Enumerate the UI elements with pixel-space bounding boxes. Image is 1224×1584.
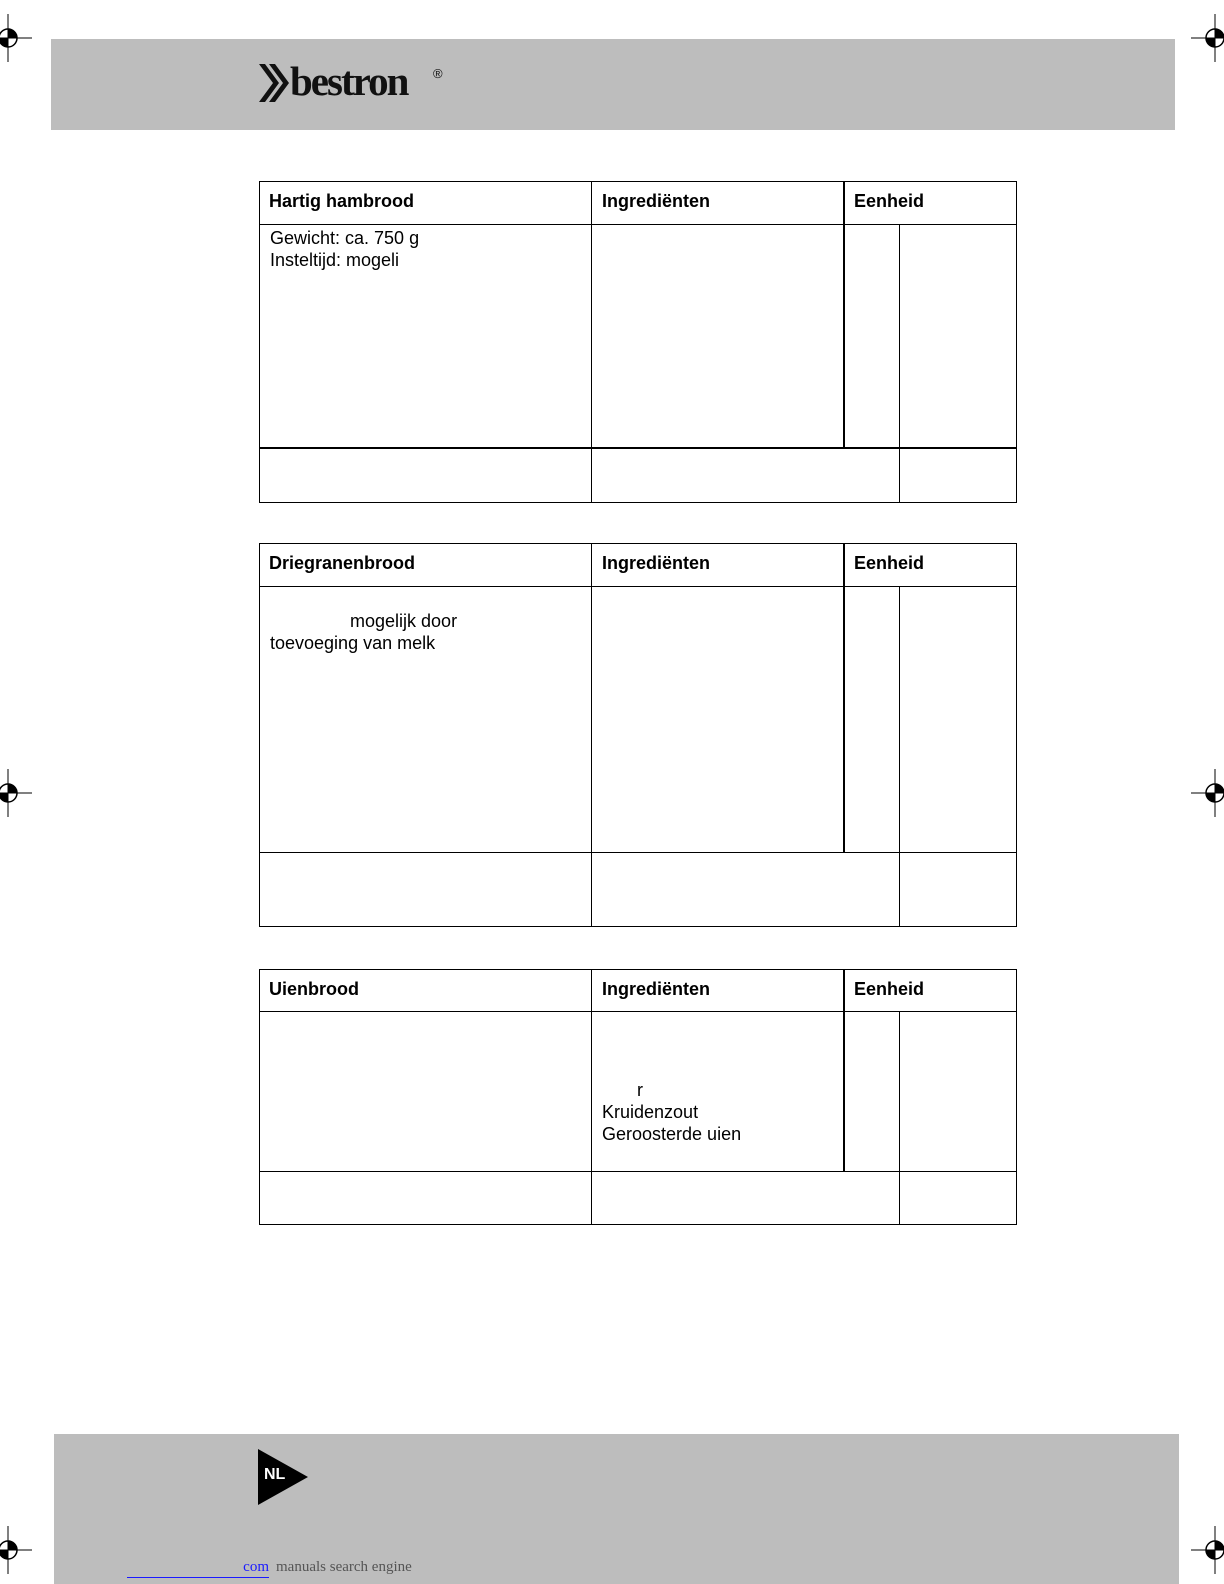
table-border xyxy=(259,543,1017,927)
recipe-info: Gewicht: ca. 750 g Insteltijd: mogeli xyxy=(270,228,420,270)
recipe-table xyxy=(259,181,1017,503)
unit-header: Eenheid xyxy=(854,979,925,999)
ingredients-list: r Kruidenzout Geroosterde uien xyxy=(602,1080,742,1144)
footer-tagline: manuals search engine xyxy=(276,1559,412,1575)
ingredients-header: Ingrediënten xyxy=(602,553,711,573)
unit-header: Eenheid xyxy=(854,553,925,573)
bestron-chevron-icon xyxy=(257,62,291,104)
language-badge: NL xyxy=(264,1466,286,1483)
recipe-title: Driegranenbrood xyxy=(269,553,416,573)
unit-header: Eenheid xyxy=(854,191,925,211)
registration-mark-icon xyxy=(0,1526,32,1574)
ingredients-header: Ingrediënten xyxy=(602,191,711,211)
ingredients-header: Ingrediënten xyxy=(602,979,711,999)
recipe-title: Hartig hambrood xyxy=(269,191,415,211)
recipe-table xyxy=(259,969,1017,1225)
recipe-info: mogelijk door toevoeging van melk xyxy=(270,611,458,653)
registration-mark-icon xyxy=(1191,1526,1224,1574)
header-band xyxy=(51,39,1175,130)
registration-mark-icon xyxy=(0,769,32,817)
recipe-table xyxy=(259,543,1017,927)
registration-mark-icon xyxy=(1191,14,1224,62)
recipe-title: Uienbrood xyxy=(269,979,359,999)
registration-mark-icon xyxy=(1191,769,1224,817)
brand-name: bestron xyxy=(290,58,408,104)
registered-mark: ® xyxy=(433,66,443,81)
footer-link[interactable]: com xyxy=(127,1557,269,1578)
bestron-logo xyxy=(257,58,457,104)
registration-mark-icon xyxy=(0,14,32,62)
